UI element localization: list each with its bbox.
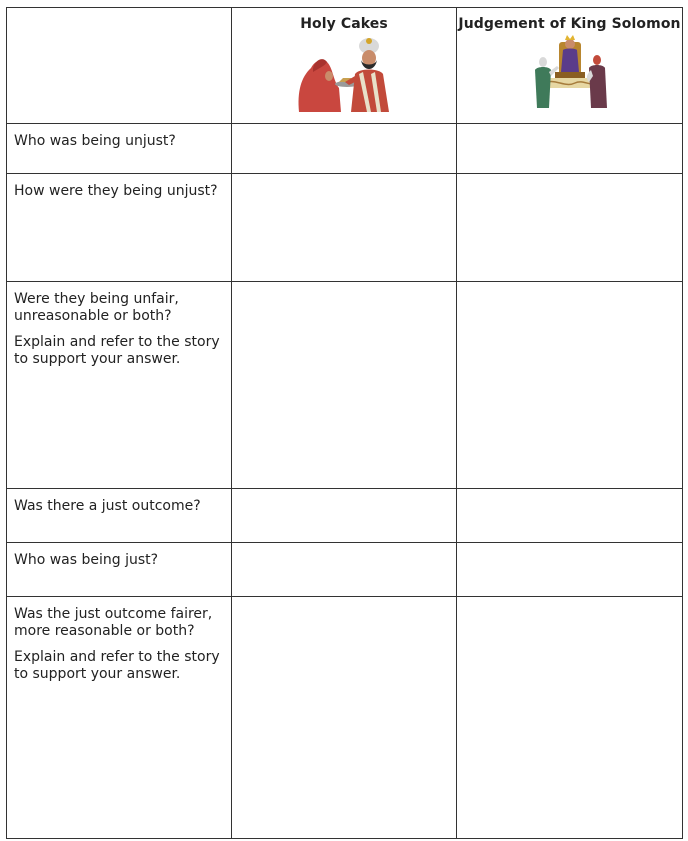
- answer-cell-holy-cakes[interactable]: [232, 174, 457, 282]
- worksheet-table: [6, 7, 683, 839]
- table-row: [7, 282, 683, 489]
- answer-cell-king-solomon[interactable]: [457, 174, 683, 282]
- header-holy-cakes: [232, 8, 457, 124]
- table-row: [7, 543, 683, 597]
- table-row: [7, 174, 683, 282]
- answer-cell-holy-cakes[interactable]: [232, 282, 457, 489]
- question-cell: [7, 282, 232, 489]
- header-blank-cell: [7, 8, 232, 124]
- king-solomon-illustration-icon: [525, 32, 615, 114]
- question-followup-text: Explain and refer to the story to support your answer.: [14, 649, 220, 682]
- question-text: Was the just outcome fairer, more reasonable or both?: [14, 606, 213, 639]
- header-king-solomon: [457, 8, 683, 124]
- answer-cell-holy-cakes[interactable]: [232, 543, 457, 597]
- question-cell: [7, 124, 232, 174]
- answer-cell-king-solomon[interactable]: [457, 543, 683, 597]
- question-cell: [7, 489, 232, 543]
- question-text: Who was being just?: [14, 552, 159, 568]
- table-row: [7, 597, 683, 839]
- column-title-king-solomon: Judgement of King Solomon: [458, 16, 681, 32]
- header-row: [7, 8, 683, 124]
- question-cell: [7, 543, 232, 597]
- answer-cell-king-solomon[interactable]: [457, 282, 683, 489]
- question-text: How were they being unjust?: [14, 183, 218, 199]
- answer-cell-king-solomon[interactable]: [457, 489, 683, 543]
- answer-cell-holy-cakes[interactable]: [232, 489, 457, 543]
- question-cell: [7, 597, 232, 839]
- answer-cell-king-solomon[interactable]: [457, 124, 683, 174]
- answer-cell-king-solomon[interactable]: [457, 597, 683, 839]
- question-followup-text: Explain and refer to the story to support your answer.: [14, 334, 220, 367]
- table-row: [7, 489, 683, 543]
- answer-cell-holy-cakes[interactable]: [232, 597, 457, 839]
- question-text: Who was being unjust?: [14, 133, 176, 149]
- answer-cell-holy-cakes[interactable]: [232, 124, 457, 174]
- question-text: Were they being unfair, unreasonable or both?: [14, 291, 179, 324]
- holy-cakes-illustration-icon: [289, 32, 399, 114]
- column-title-holy-cakes: Holy Cakes: [300, 16, 388, 32]
- question-cell: [7, 174, 232, 282]
- table-row: [7, 124, 683, 174]
- question-text: Was there a just outcome?: [14, 498, 201, 514]
